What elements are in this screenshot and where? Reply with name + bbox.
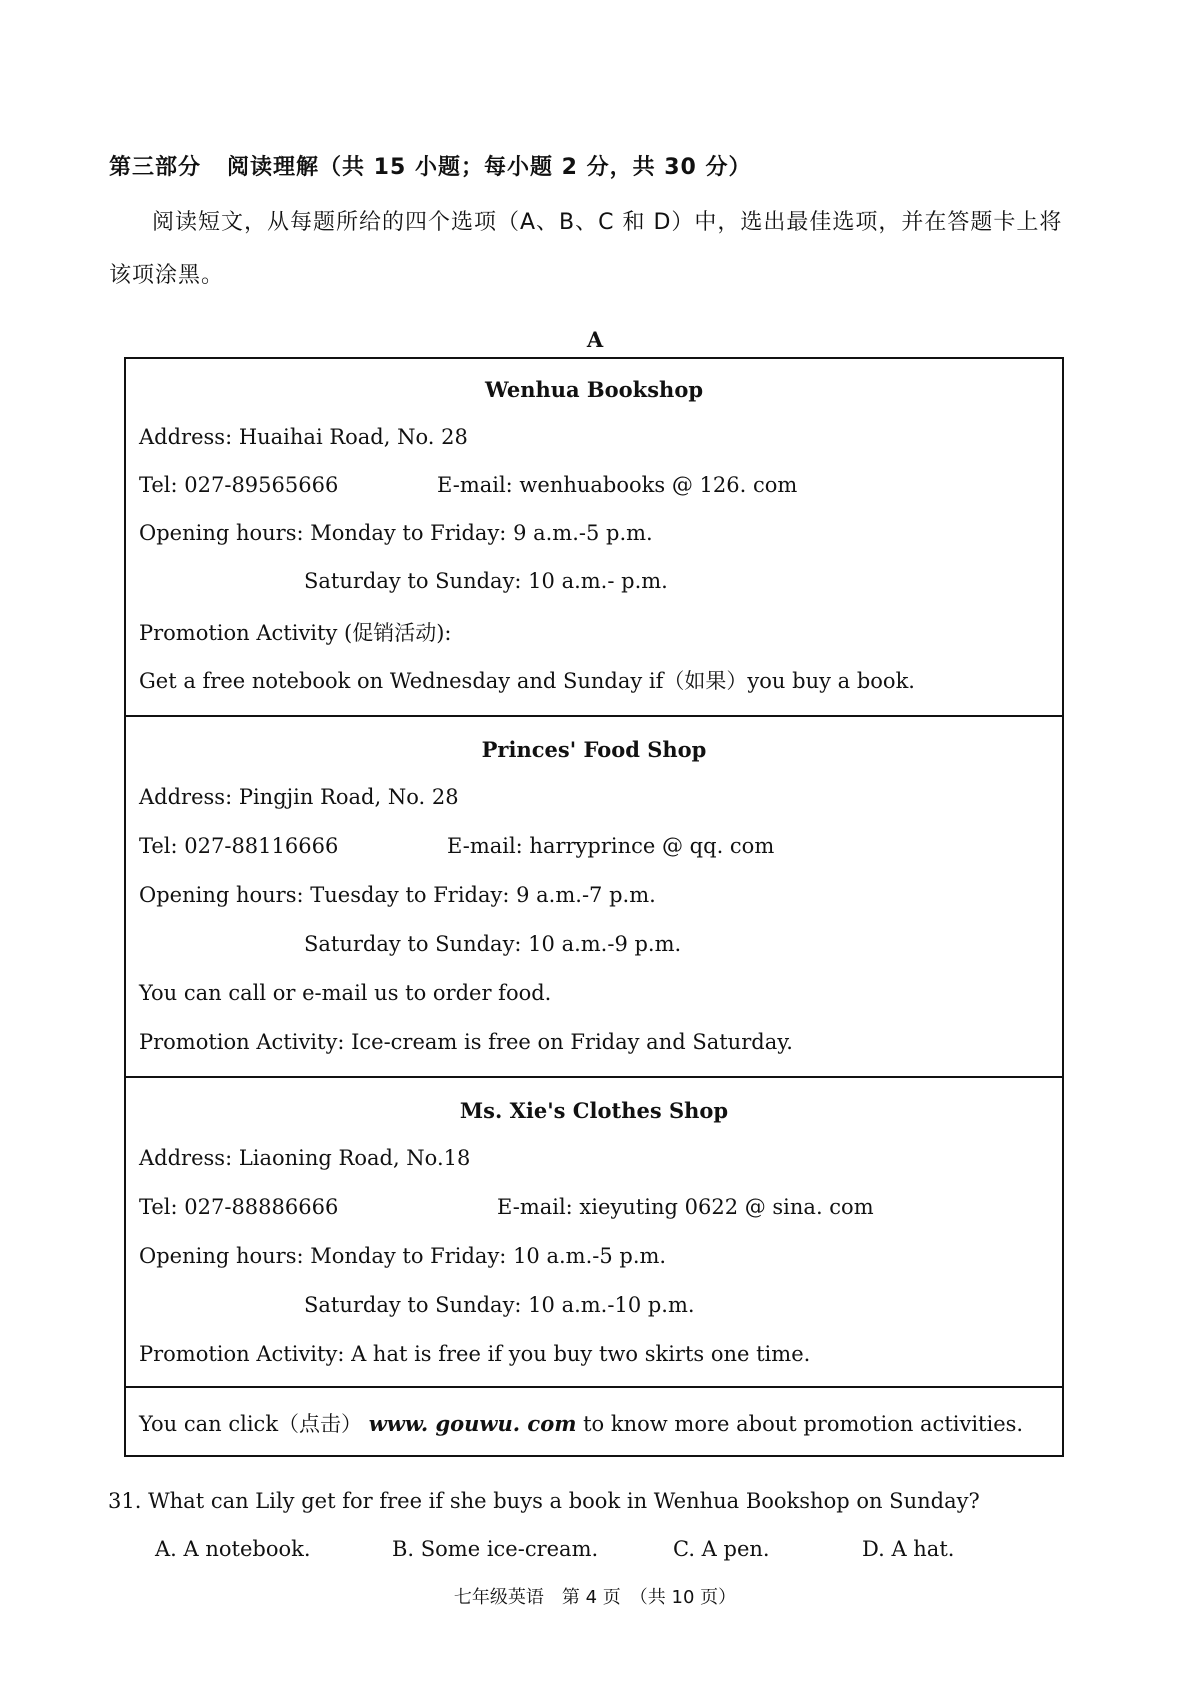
shop-email: E-mail: wenhuabooks @ 126. com: [437, 473, 798, 497]
shop-box-food: [124, 715, 1064, 1078]
shop-address: Address: Liaoning Road, No.18: [139, 1146, 471, 1170]
page-footer: 七年级英语 第 4 页 （共 10 页）: [453, 1587, 737, 1608]
question-31: 31. What can Lily get for free if she buys a book in Wenhua Bookshop on Sunday?: [108, 1489, 980, 1513]
shop-name: Princes' Food Shop: [481, 737, 707, 762]
shop-hours-weekend: Saturday to Sunday: 10 a.m.-10 p.m.: [304, 1293, 695, 1317]
section-title: 阅读理解（共 15 小题；每小题 2 分，共 30 分）: [227, 155, 752, 180]
shop-tel: Tel: 027-88116666: [139, 834, 339, 858]
click-text-after: to know more about promotion activities.: [583, 1412, 1024, 1436]
shop-hours-weekend: Saturday to Sunday: 10 a.m.- p.m.: [304, 569, 668, 593]
click-text: You can click（点击）: [139, 1412, 363, 1436]
website-link[interactable]: www. gouwu. com: [368, 1411, 577, 1436]
option-c: C. A pen.: [673, 1537, 770, 1561]
promotion-link-line: [139, 1408, 1023, 1438]
shop-promo-text: Promotion Activity: A hat is free if you buy two skirts one time.: [139, 1342, 811, 1366]
option-b: B. Some ice-cream.: [392, 1537, 599, 1561]
shop-name: Wenhua Bookshop: [484, 377, 704, 402]
shop-name: Ms. Xie's Clothes Shop: [459, 1098, 729, 1123]
promotion-link-box: [124, 1386, 1064, 1457]
passage-label: A: [586, 327, 604, 352]
instruction-line-1: 阅读短文，从每题所给的四个选项（A、B、C 和 D）中，选出最佳选项，并在答题卡上将: [152, 210, 1063, 235]
option-d: D. A hat.: [862, 1537, 955, 1561]
shop-note: You can call or e-mail us to order food.: [139, 981, 552, 1005]
shop-promo-text: Get a free notebook on Wednesday and Sunday if（如果）you buy a book.: [139, 669, 915, 693]
shop-tel: Tel: 027-89565666: [139, 473, 339, 497]
instruction-line-2: 该项涂黑。: [109, 263, 225, 288]
shop-tel: Tel: 027-88886666: [139, 1195, 339, 1219]
shop-box-bookshop: [124, 357, 1064, 717]
section-number: 第三部分: [109, 155, 202, 180]
shop-email: E-mail: harryprince @ qq. com: [447, 834, 775, 858]
section-heading: [109, 150, 752, 181]
shop-address: Address: Pingjin Road, No. 28: [139, 785, 459, 809]
shop-promo-text: Promotion Activity: Ice-cream is free on Friday and Saturday.: [139, 1030, 793, 1054]
shop-hours-weekday: Opening hours: Monday to Friday: 10 a.m.-5 p.m.: [139, 1244, 667, 1268]
shop-hours-weekday: Opening hours: Monday to Friday: 9 a.m.-5 p.m.: [139, 521, 653, 545]
shop-address: Address: Huaihai Road, No. 28: [139, 425, 468, 449]
shop-promo-label: Promotion Activity (促销活动):: [139, 621, 452, 645]
shop-email: E-mail: xieyuting 0622 @ sina. com: [497, 1195, 874, 1219]
shop-hours-weekday: Opening hours: Tuesday to Friday: 9 a.m.-7 p.m.: [139, 883, 656, 907]
option-a: A. A notebook.: [155, 1537, 311, 1561]
shop-hours-weekend: Saturday to Sunday: 10 a.m.-9 p.m.: [304, 932, 682, 956]
shop-box-clothes: [124, 1076, 1064, 1388]
